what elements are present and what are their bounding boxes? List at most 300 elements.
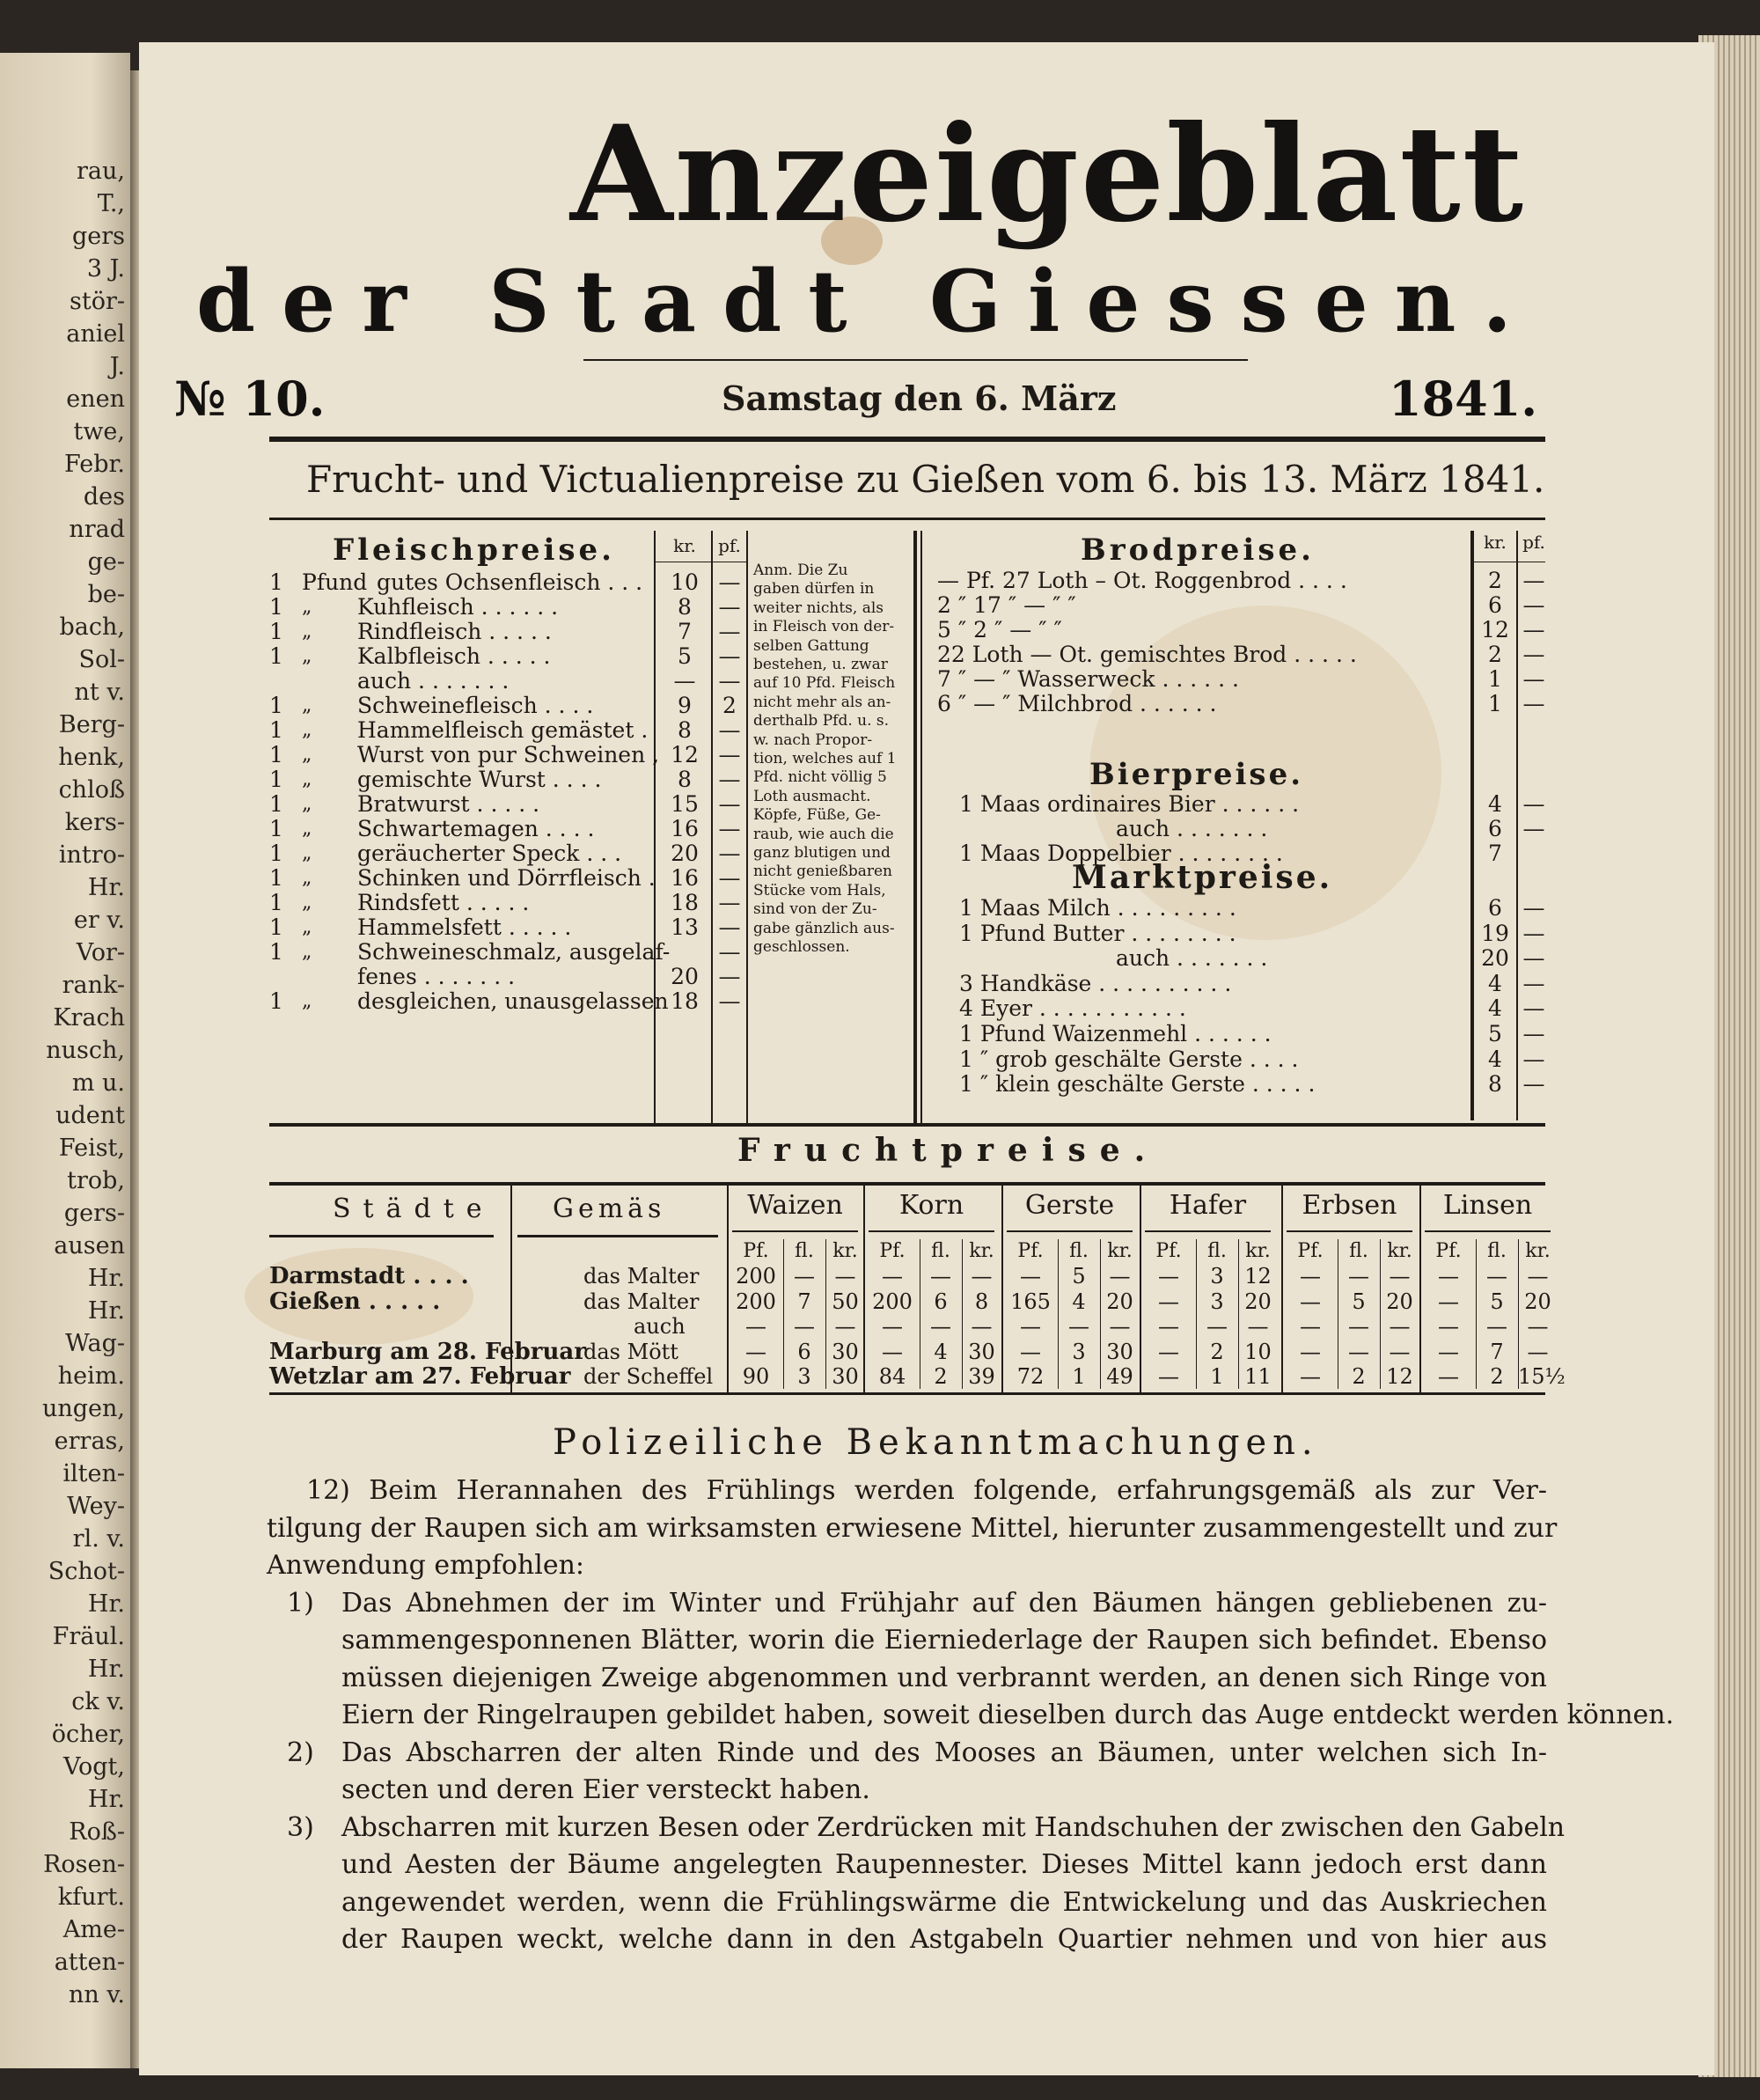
market-item: 1 ″ grob geschälte Gerste . . . . [959,1046,1299,1072]
meat-kr: 10 [671,569,699,595]
police-item-number: 1) [287,1587,314,1619]
meat-pf: — [718,569,741,595]
grain-value: — [1486,1314,1507,1339]
grain-value: 3 [1210,1264,1224,1289]
facing-page-fragment: Hr. [87,1656,125,1683]
grain-value: — [1158,1339,1179,1364]
grain-value: — [1527,1314,1549,1339]
grain-sub-header: kr. [1245,1240,1271,1262]
facing-page-fragment: kers- [64,809,125,836]
facing-page-fragment: Wag- [65,1330,125,1357]
grain-value: 2 [1210,1339,1224,1364]
facing-page-fragment: ge- [87,548,125,576]
meat-item: geräucherter Speck . . . [357,841,622,866]
bread-pf: — [1522,592,1545,618]
bread-item: 6 ″ — ″ Milchbrod . . . . . . [937,691,1217,716]
grain-value: 49 [1106,1364,1133,1389]
police-line: tilgung der Raupen sich am wirksamsten erwiesene Mittel, hierunter zusammengestellt und zur [267,1512,1558,1544]
meat-kr: 8 [678,767,692,792]
grain-city: Wetzlar am 27. Februar [269,1363,571,1390]
facing-page-fragment: atten- [54,1949,125,1976]
grain-commodity-header: Waizen [747,1190,843,1221]
facing-page-fragment: Schot- [48,1558,125,1585]
bread-kr: 12 [1481,617,1509,642]
facing-page-fragment: Rosen- [43,1851,125,1878]
meat-unit: Pfund [302,569,368,595]
meat-kr: 18 [671,988,699,1014]
facing-page-fragment: bach, [59,613,125,641]
grain-value: — [794,1314,815,1339]
facing-page-fragment: Vor- [76,939,125,966]
meat-kr: 8 [678,717,692,743]
meat-unit: „ [302,694,312,716]
facing-page-fragment: chloß [58,776,125,804]
facing-page-fragment: rau, [77,158,125,185]
facing-page-fragment: Hr. [87,1590,125,1618]
market-item: 1 Pfund Waizenmehl . . . . . . [959,1021,1272,1046]
meat-kr: 15 [671,791,699,817]
facing-page-fragment: kfurt. [57,1883,125,1911]
meat-qty: 1 [269,816,283,841]
bread-kr: 2 [1488,642,1502,667]
market-item: 1 Pfund Butter . . . . . . . . [959,920,1236,946]
grain-value: — [745,1314,766,1339]
meat-qty: 1 [269,890,283,915]
grain-measure: auch [634,1314,686,1339]
note-line: Stücke vom Hals, [753,881,886,899]
grain-value: — [1527,1264,1549,1289]
price-top-rule [269,518,1545,520]
facing-page-fragment: Hr. [87,874,125,901]
beer-item: 1 Maas Doppelbier . . . . . . . . [959,841,1283,866]
facing-page-fragment: intro- [58,841,125,869]
grain-value: 200 [872,1289,913,1314]
facing-page-fragment: nrad [69,516,125,543]
grain-value: 200 [736,1289,776,1314]
grain-value: — [1158,1264,1179,1289]
facing-page-fragment: ungen, [41,1395,125,1422]
facing-page-fragment: aniel [66,320,125,348]
meat-item: Schweinefleisch . . . . [357,693,594,718]
grain-value: 30 [832,1364,859,1389]
grain-sub-rule [1145,1230,1271,1232]
grain-value: 4 [1072,1289,1086,1314]
facing-page-fragment: twe, [73,418,125,445]
market-item: auch . . . . . . . [1116,945,1268,972]
facing-page-fragment: Hr. [87,1265,125,1292]
note-line: ganz blutigen und [753,844,891,862]
meat-kr: 20 [671,841,699,866]
grain-sub-header: fl. [795,1240,814,1262]
market-kr: 5 [1488,1021,1502,1046]
note-line: gaben dürfen in [753,580,875,598]
meat-kr: — [673,668,696,694]
meat-qty: 1 [269,939,283,965]
section-divider [920,531,922,1125]
grain-value: 5 [1072,1264,1086,1289]
grain-sub-header: kr. [1107,1240,1133,1262]
meat-unit: „ [302,596,312,618]
facing-page-fragment: Febr. [63,451,125,478]
grain-measure-header: Gemäs [553,1193,666,1224]
grain-value: 4 [934,1339,948,1364]
meat-kr: 20 [671,964,699,989]
note-line: geschlossen. [753,938,850,956]
grain-value: — [794,1264,815,1289]
grain-top-rule [269,1182,1545,1186]
meat-pf: 2 [722,693,737,718]
grain-value: 1 [1210,1364,1224,1389]
meat-unit: „ [302,793,312,815]
bread-kr: 2 [1488,568,1502,593]
grain-value: — [1438,1364,1459,1389]
grain-value: 1 [1072,1364,1086,1389]
market-kr: 20 [1481,945,1509,972]
police-title: Polizeiliche Bekanntmachungen. [553,1422,1319,1463]
meat-unit: „ [302,744,312,766]
meat-title: Fleischpreise. [333,532,616,568]
meat-kr: 18 [671,890,699,915]
masthead-subtitle: der Stadt Giessen. [196,252,1538,351]
grain-value: 3 [1072,1339,1086,1364]
grain-value: 5 [1490,1289,1504,1314]
grain-value: — [1020,1339,1041,1364]
grain-value: 30 [1106,1339,1133,1364]
grain-value: 10 [1244,1339,1272,1364]
market-item: 1 ″ klein geschälte Gerste . . . . . [959,1071,1316,1098]
beer-item: 1 Maas ordinaires Bier . . . . . . [959,791,1300,817]
grain-value: — [1020,1264,1041,1289]
police-line: Anwendung empfohlen: [267,1550,584,1581]
market-pf: — [1522,995,1545,1022]
grain-value: — [1438,1264,1459,1289]
meat-item: gemischte Wurst . . . . [357,767,602,792]
meat-kr: 12 [671,742,699,767]
meat-qty: 1 [269,693,283,718]
meat-unit: „ [302,645,312,667]
grain-commodity-header: Hafer [1169,1190,1247,1221]
note-line: selben Gattung [753,636,869,655]
grain-commodity-header: Korn [898,1190,964,1221]
grain-value: 30 [968,1339,995,1364]
grain-sub-header: fl. [931,1240,950,1262]
grain-value: 7 [797,1289,811,1314]
meat-item: desgleichen, unausgelassen [357,988,669,1014]
grain-value: 11 [1244,1364,1272,1389]
meat-unit: „ [302,990,312,1012]
police-line: Eiern der Ringelraupen gebildet haben, soweit dieselben durch das Auge entdeckt werden können. [341,1700,1675,1730]
meat-qty: 1 [269,841,283,866]
grain-value: — [1527,1339,1549,1364]
police-item-number: 2) [287,1737,314,1768]
market-pf: — [1522,1071,1545,1098]
meat-qty: 1 [269,594,283,620]
facing-page-fragment: Wey- [67,1493,125,1520]
grain-value: — [1300,1289,1321,1314]
note-line: tion, welches auf 1 [753,750,897,767]
grain-measure: der Scheffel [583,1364,714,1389]
grain-value: — [1300,1339,1321,1364]
grain-sub-header: Pf. [1017,1240,1044,1262]
facing-page-fragment: m u. [71,1069,125,1097]
meat-pf: — [718,890,741,915]
note-line: Köpfe, Füße, Ge- [753,806,881,825]
meat-pf: — [718,964,741,989]
meat-unit: „ [302,941,312,963]
grain-city: Marburg am 28. Februar [269,1338,586,1365]
market-item: 3 Handkäse . . . . . . . . . . [959,970,1232,996]
police-line: sammengesponnenen Blätter, worin die Eierniederlage der Raupen sich befindet. Ebenso [341,1625,1547,1656]
grain-value: 39 [968,1364,995,1389]
meat-kr: 5 [678,643,692,669]
beer-item: auch . . . . . . . [1116,816,1268,841]
grain-measure: das Malter [583,1289,700,1314]
facing-page-fragment: Berg- [58,711,125,738]
grain-value: 3 [797,1364,811,1389]
bread-item: — Pf. 27 Loth – Ot. Roggenbrod . . . . [937,568,1347,593]
meat-pf-header: pf. [718,535,741,556]
facing-page-fragment: nusch, [46,1037,125,1064]
beer-kr: 7 [1488,841,1502,866]
grain-value: — [1486,1264,1507,1289]
bread-pf: — [1522,568,1545,593]
note-line: in Fleisch von der- [753,618,895,636]
grain-sub-header: Pf. [1435,1240,1462,1262]
meat-item: auch . . . . . . . [357,668,510,694]
note-line: nicht mehr als an- [753,693,891,711]
meat-item: Kuhfleisch . . . . . . [357,594,559,620]
market-pf: — [1522,970,1545,996]
grain-sub-header: kr. [1525,1240,1551,1262]
bread-item: 7 ″ — ″ Wasserweck . . . . . . [937,666,1239,692]
meat-item: Kalbfleisch . . . . . [357,643,551,669]
market-pf: — [1522,945,1545,972]
grain-value: — [882,1339,903,1364]
meat-pf: — [718,914,741,940]
grain-value: 20 [1106,1289,1133,1314]
meat-unit: „ [302,818,312,840]
grain-value: — [882,1264,903,1289]
meat-kr: 8 [678,594,692,620]
facing-page [0,53,130,2068]
meat-kr: 7 [678,619,692,644]
beer-kr: 6 [1488,816,1502,841]
meat-item: fenes . . . . . . . [357,964,516,989]
grain-value: — [882,1314,903,1339]
meat-pf: — [718,988,741,1014]
grain-header-rule [269,1235,494,1237]
grain-commodity-header: Linsen [1442,1190,1533,1221]
grain-sub-rule [1425,1230,1551,1232]
grain-value: — [1300,1264,1321,1289]
beer-kr: 4 [1488,791,1502,817]
facing-page-fragment: ilten- [62,1460,125,1487]
grain-value: 8 [974,1289,989,1314]
meat-pf: — [718,865,741,891]
meat-qty: 1 [269,914,283,940]
book-gutter [130,70,139,2068]
grain-sub-rule [1287,1230,1412,1232]
grain-measure: das Mött [583,1339,678,1364]
grain-value: — [1348,1264,1369,1289]
note-line: Pfd. nicht völlig 5 [753,768,887,787]
meat-item: Rindfleisch . . . . . [357,619,552,644]
bread-pf: — [1522,666,1545,692]
police-line: der Raupen weckt, welche dann in den Astgabeln Quartier nehmen und von hier aus [341,1924,1547,1955]
grain-value: 30 [832,1339,859,1364]
grain-header-rule [517,1235,718,1237]
grain-value: — [1158,1314,1179,1339]
grain-value: 84 [878,1364,906,1389]
facing-page-fragment: Sol- [78,646,125,673]
market-item: 4 Eyer . . . . . . . . . . . [959,995,1186,1022]
upper-bottom-rule [269,1123,1545,1127]
grain-value: — [1348,1314,1369,1339]
grain-sub-header: fl. [1349,1240,1368,1262]
grain-sub-header: fl. [1207,1240,1227,1262]
note-line: Loth ausmacht. [753,787,871,805]
meat-unit: „ [302,768,312,790]
meat-pf: — [718,717,741,743]
meat-unit: „ [302,916,312,938]
masthead-title: Anzeigeblatt [570,97,1525,252]
grain-value: 12 [1244,1264,1272,1289]
meat-pf: — [718,594,741,620]
grain-value: 12 [1386,1364,1413,1389]
grain-commodity-header: Erbsen [1302,1190,1397,1221]
grain-value: — [834,1314,856,1339]
meat-qty: 1 [269,569,283,595]
meat-qty: 1 [269,717,283,743]
market-kr: 4 [1488,995,1502,1022]
bread-pf-header: pf. [1522,532,1545,553]
grain-sub-header: fl. [1487,1240,1507,1262]
meat-item: Wurst von pur Schweinen , [357,742,660,767]
grain-value: — [1300,1364,1321,1389]
note-line: derthalb Pfd. u. s. [753,712,890,731]
grain-bottom-rule [269,1392,1545,1395]
note-line: auf 10 Pfd. Fleisch [753,674,896,693]
note-line: weiter nichts, als [753,598,884,617]
police-line: müssen diejenigen Zweige abgenommen und verbrannt werden, an denen sich Ringe von [341,1662,1547,1693]
bread-item: 5 ″ 2 ″ — ″ ″ [937,617,1062,642]
market-kr: 4 [1488,970,1502,996]
note-divider [746,531,748,1125]
facing-page-fragment: J. [109,353,125,380]
grain-value: — [1438,1314,1459,1339]
grain-value: — [1158,1289,1179,1314]
meat-qty: 1 [269,791,283,817]
note-line: Anm. Die Zu [753,562,848,579]
meat-item: Schweineschmalz, ausgelaf- [357,939,671,965]
grain-value: 7 [1490,1339,1504,1364]
police-line: angewendet werden, wenn die Frühlingswärme die Entwickelung und das Auskriechen [341,1886,1547,1918]
meat-unit: „ [302,620,312,642]
grain-value: 20 [1524,1289,1551,1314]
facing-page-fragment: T., [97,190,125,217]
grain-sub-header: Pf. [879,1240,906,1262]
facing-page-fragment: heim. [57,1362,125,1390]
grain-sub-rule [732,1230,858,1232]
note-line: sind von der Zu- [753,900,877,919]
meat-unit: „ [302,719,312,741]
market-pf: — [1522,920,1545,946]
beer-title: Bierpreise. [1089,757,1304,792]
grain-value: 2 [1490,1364,1504,1389]
grain-value: 90 [742,1364,770,1389]
grain-sub-header: kr. [969,1240,994,1262]
bread-item: 22 Loth — Ot. gemischtes Brod . . . . . [937,642,1357,667]
meat-qty: 1 [269,865,283,891]
facing-page-fragment: ck v. [71,1688,125,1715]
meat-pf: — [718,643,741,669]
masthead-thick-rule [269,437,1545,442]
market-pf: — [1522,1046,1545,1072]
bread-kr: 1 [1488,691,1502,716]
meat-item: Hammelsfett . . . . . [357,914,572,940]
facing-page-fragment: er v. [73,907,125,934]
meat-pf: — [718,668,741,694]
meat-item: Bratwurst . . . . . [357,791,540,817]
police-line: und Aesten der Bäume angelegten Raupennester. Dieses Mittel kann jedoch erst dann [341,1849,1547,1880]
grain-measure: das Malter [583,1264,700,1289]
grain-value: 3 [1210,1289,1224,1314]
meat-qty: 1 [269,742,283,767]
grain-value: 5 [1352,1289,1366,1314]
grain-sub-rule [1007,1230,1133,1232]
facing-page-fragment: Feist, [58,1134,125,1162]
note-line: bestehen, u. zwar [753,656,888,673]
meat-item: Schwartemagen . . . . [357,816,595,841]
facing-page-fragment: Vogt, [63,1753,125,1781]
facing-page-fragment: rank- [62,972,125,999]
meat-kr: 9 [678,693,692,718]
beer-pf: — [1522,791,1545,817]
market-kr: 6 [1488,895,1502,921]
police-item-number: 3) [287,1811,314,1843]
grain-value: — [1068,1314,1089,1339]
meat-item: Schinken und Dörrfleisch . [357,865,656,891]
facing-page-fragment: erras, [54,1428,125,1455]
facing-page-fragment: nn v. [69,1981,125,2008]
facing-page-fragment: öcher, [51,1721,125,1748]
grain-value: — [1109,1314,1131,1339]
grain-value: — [1348,1339,1369,1364]
bread-kr: 6 [1488,592,1502,618]
facing-page-fragment: Hr. [87,1297,125,1325]
note-line: nicht genießbaren [753,863,892,881]
facing-page-fragment: enen [66,385,125,413]
facing-page-fragment: gers [71,223,125,250]
meat-unit: „ [302,867,312,889]
issue-date: Samstag den 6. März [722,378,1117,418]
facing-page-fragment: nt v. [74,679,125,706]
bread-pf: — [1522,691,1545,716]
issue-year: 1841. [1389,371,1538,427]
bread-kr-header: kr. [1484,532,1507,553]
grain-city: Darmstadt . . . . [269,1263,469,1289]
facing-page-fragment: rl. v. [72,1525,125,1553]
market-item: 1 Maas Milch . . . . . . . . . [959,895,1236,921]
grain-value: 2 [1352,1364,1366,1389]
beer-pf: — [1522,816,1545,841]
grain-commodity-header: Gerste [1024,1190,1115,1221]
meat-unit: „ [302,842,312,864]
meat-pf: — [718,742,741,767]
facing-page-fragment: des [83,483,125,510]
grain-sub-header: Pf. [743,1240,769,1262]
meat-kr-divider [654,531,656,1125]
